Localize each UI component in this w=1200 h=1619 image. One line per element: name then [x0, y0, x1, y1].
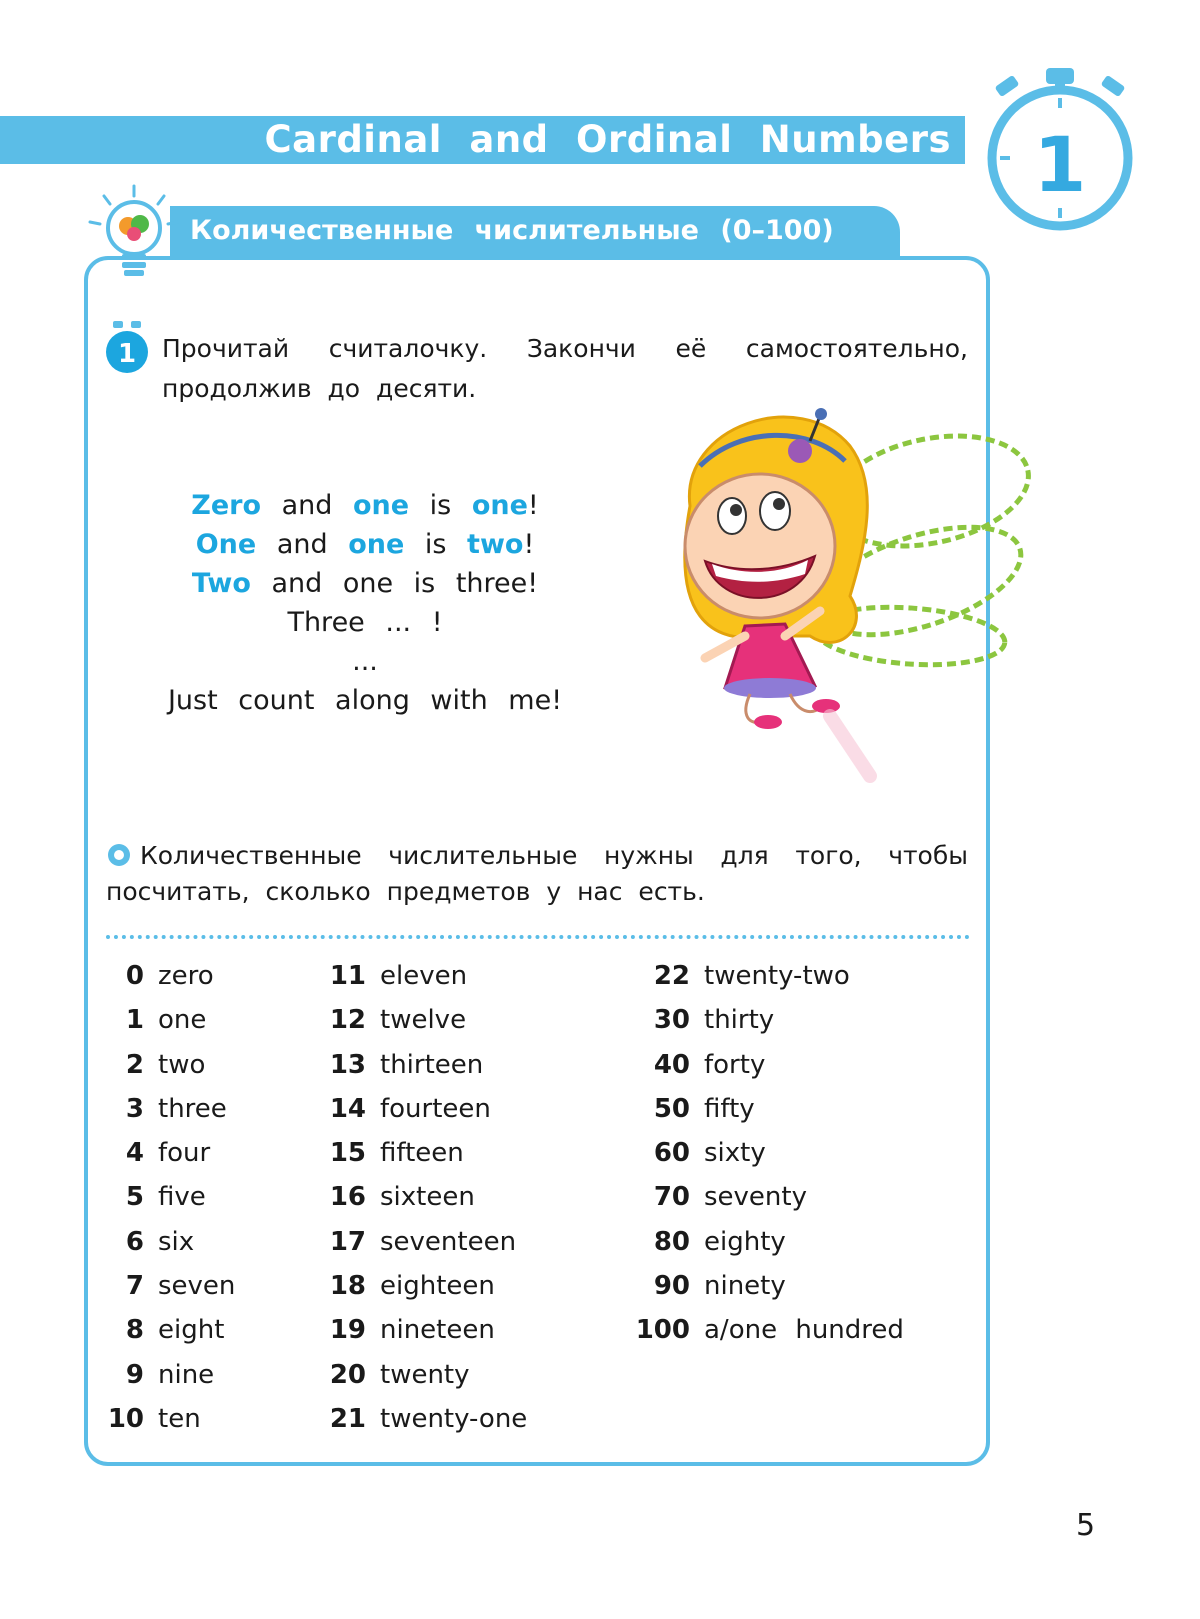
number-word: eleven: [380, 961, 468, 991]
number-word: eight: [158, 1315, 225, 1346]
number-digit: 10: [107, 1403, 144, 1434]
svg-text:1: 1: [117, 339, 137, 369]
number-row: [322, 1308, 527, 1352]
dotted-divider: [106, 935, 970, 939]
number-word: forty: [704, 1049, 766, 1080]
header-bar: [0, 116, 965, 164]
number-row: [628, 1087, 904, 1131]
number-word: fifteen: [380, 1138, 464, 1169]
number-row: [102, 1220, 235, 1264]
number-digit: 12: [329, 1005, 366, 1036]
number-digit: 17: [329, 1226, 366, 1257]
number-row: [102, 1397, 235, 1441]
info-bullet-icon: [106, 842, 132, 868]
rhyme-line-2: One and one is two!: [195, 529, 535, 560]
task-number-badge: [104, 318, 150, 378]
number-row: [628, 954, 904, 998]
number-row: [322, 1397, 527, 1441]
number-digit: 11: [329, 961, 366, 991]
number-word: ten: [158, 1403, 201, 1434]
number-word: sixteen: [380, 1182, 475, 1213]
number-row: [322, 1175, 527, 1219]
number-row: [322, 1264, 527, 1308]
number-digit: 5: [125, 1182, 144, 1213]
number-digit: 50: [653, 1093, 690, 1124]
rhyme-line-5: ...: [352, 646, 378, 677]
number-word: five: [158, 1182, 206, 1213]
number-digit: 90: [653, 1271, 690, 1302]
number-word: seventeen: [380, 1226, 517, 1257]
number-row: [322, 1131, 527, 1175]
number-word: one: [158, 1005, 207, 1036]
number-digit: 3: [125, 1093, 144, 1124]
section-title: Количественные числительные (0–100): [190, 215, 834, 246]
number-word: three: [158, 1093, 227, 1124]
number-digit: 8: [125, 1315, 144, 1346]
number-word: twelve: [380, 1005, 467, 1036]
number-word: zero: [158, 961, 214, 991]
number-word: a/one hundred: [704, 1315, 904, 1346]
number-word: twenty-two: [704, 961, 850, 991]
number-word: ninety: [704, 1271, 786, 1302]
number-word: thirty: [704, 1005, 775, 1036]
number-row: [322, 1220, 527, 1264]
number-word: thirteen: [380, 1049, 484, 1080]
number-word: eighteen: [380, 1271, 495, 1302]
number-digit: 80: [653, 1226, 690, 1257]
rhyme-line-3: Two and one is three!: [191, 568, 539, 599]
number-row: [322, 998, 527, 1042]
number-word: fifty: [704, 1093, 755, 1124]
number-row: [628, 1308, 904, 1352]
number-digit: 13: [329, 1049, 366, 1080]
task-instruction: Прочитай считалочку. Закончи её самостоятельно, продолжив до десяти.: [162, 334, 968, 403]
number-word: six: [158, 1226, 195, 1257]
number-row: [102, 1175, 235, 1219]
number-row: [102, 1264, 235, 1308]
number-digit: 30: [653, 1005, 690, 1036]
number-row: [102, 1043, 235, 1087]
number-digit: 100: [635, 1315, 690, 1346]
number-row: [102, 954, 235, 998]
number-word: twenty: [380, 1359, 470, 1390]
numbers-column-3: [628, 954, 904, 1353]
number-row: [102, 1308, 235, 1352]
number-digit: 20: [329, 1359, 366, 1390]
rhyme-line-1: Zero and one is one!: [191, 490, 539, 521]
section-tab: [170, 206, 900, 256]
number-digit: 16: [329, 1182, 366, 1213]
number-word: eighty: [704, 1226, 786, 1257]
number-row: [102, 1353, 235, 1397]
number-row: [628, 1043, 904, 1087]
number-row: [322, 1353, 527, 1397]
number-digit: 22: [653, 961, 690, 991]
number-row: [102, 1131, 235, 1175]
number-word: sixty: [704, 1138, 766, 1169]
unit-number: 1: [1033, 120, 1087, 209]
number-row: [102, 1087, 235, 1131]
number-row: [102, 998, 235, 1042]
number-word: fourteen: [380, 1093, 491, 1124]
number-digit: 0: [125, 961, 144, 991]
number-digit: 6: [125, 1226, 144, 1257]
info-note: [106, 838, 968, 910]
number-digit: 1: [125, 1005, 144, 1036]
number-word: nine: [158, 1359, 215, 1390]
rhyme-line-4: Three ... !: [287, 607, 443, 638]
number-digit: 14: [329, 1093, 366, 1124]
number-digit: 21: [329, 1403, 366, 1434]
number-digit: 4: [125, 1138, 144, 1169]
number-row: [628, 1264, 904, 1308]
number-word: nineteen: [380, 1315, 495, 1346]
number-row: [322, 1087, 527, 1131]
number-digit: 18: [329, 1271, 366, 1302]
number-row: [628, 1131, 904, 1175]
number-word: two: [158, 1049, 206, 1080]
counting-rhyme: [150, 486, 580, 720]
number-word: seven: [158, 1271, 236, 1302]
number-digit: 40: [653, 1049, 690, 1080]
number-digit: 70: [653, 1182, 690, 1213]
info-text: Количественные числительные нужны для того, чтобы посчитать, сколько предметов у нас есть.: [106, 841, 968, 906]
number-word: seventy: [704, 1182, 807, 1213]
number-digit: 7: [125, 1271, 144, 1302]
number-digit: 2: [125, 1049, 144, 1080]
number-digit: 19: [329, 1315, 366, 1346]
number-word: four: [158, 1138, 211, 1169]
number-row: [322, 954, 527, 998]
number-row: [628, 998, 904, 1042]
number-row: [628, 1220, 904, 1264]
number-row: [322, 1043, 527, 1087]
number-word: twenty-one: [380, 1403, 528, 1434]
fairy-girl-illustration: [650, 396, 1070, 816]
page-number: 5: [1076, 1508, 1096, 1543]
numbers-column-2: [322, 954, 527, 1441]
number-digit: 15: [329, 1138, 366, 1169]
page-title: Cardinal and Ordinal Numbers: [264, 118, 951, 161]
number-digit: 60: [653, 1138, 690, 1169]
number-row: [628, 1175, 904, 1219]
number-digit: 9: [125, 1359, 144, 1390]
numbers-column-1: [102, 954, 235, 1441]
rhyme-line-6: Just count along with me!: [167, 685, 563, 716]
